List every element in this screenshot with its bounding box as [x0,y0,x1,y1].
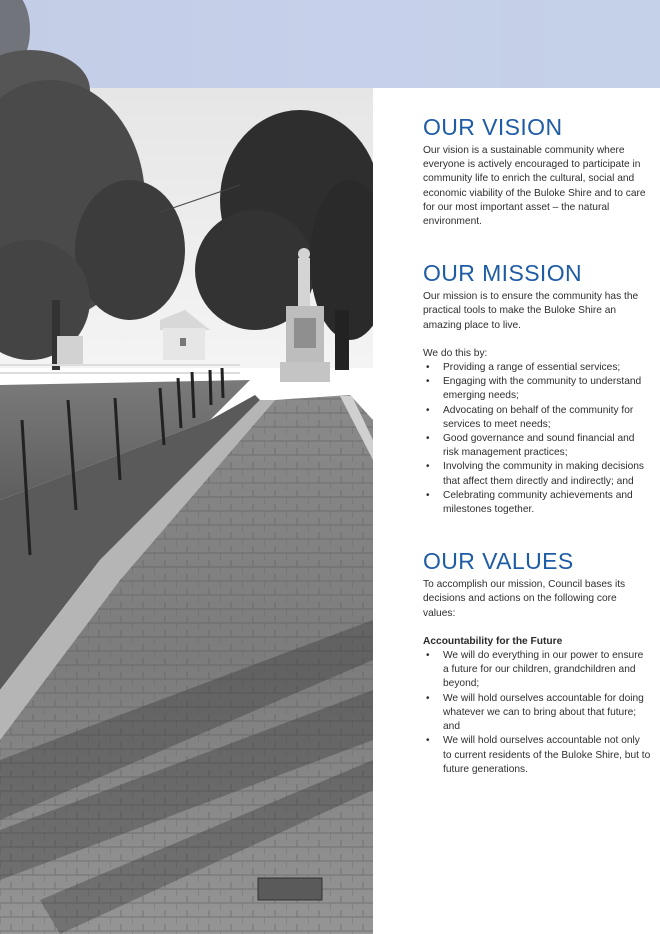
bullet-icon: • [426,692,430,704]
list-item: • Good governance and sound financial and risk management practices; [426,433,635,459]
values-subheading: Accountability for the Future [423,635,563,647]
values-text: To accomplish our mission, Council bases its decisions and actions on the following core values: [423,579,626,619]
bullet-icon: • [426,362,430,374]
mission-intro: We do this by: [423,347,488,359]
drain-grate [258,878,322,900]
values-bullet-list [423,649,651,777]
vision-text: Our vision is a sustainable community where everyone is actively encouraged to participate in community life to enrich the cultural, social and economic viability of the Buloke Shire and to care for our most important asset – the natural environment. [423,145,646,228]
list-item: • Engaging with the community to understand emerging needs; [426,376,642,402]
list-item: • We will hold ourselves accountable for doing whatever we can to bring about that future; and [426,692,644,733]
vision-section [423,113,651,229]
mission-section [423,259,651,517]
bullet-icon: • [426,461,430,473]
bullet-icon: • [426,650,430,662]
list-item: • Advocating on behalf of the community for services to meet needs; [426,404,634,430]
mission-bullet-list [423,361,651,517]
list-item: • Involving the community in making decisions that affect them directly and indirectly; and [426,461,645,487]
bullet-icon: • [426,735,430,747]
values-section [423,547,651,777]
list-item: • Celebrating community achievements and milestones together. [426,489,633,516]
list-item: • Providing a range of essential services; [423,361,651,375]
text-column [423,113,651,777]
list-item: • We will hold ourselves accountable not only to current residents of the Buloke Shire, but to future generations. [426,735,651,775]
values-heading: OUR VALUES [423,548,574,575]
bullet-icon: • [426,404,430,416]
mission-heading: OUR MISSION [423,260,583,287]
bullet-icon: • [426,489,430,501]
bullet-icon: • [426,376,430,388]
bullet-icon: • [426,433,430,445]
list-item: • We will do everything in our power to ensure a future for our children, grandchildren and beyond; [426,650,644,690]
mission-text: Our mission is to ensure the community has the practical tools to make the Buloke Shire an amazing place to live. [423,291,639,331]
vision-heading: OUR VISION [423,114,563,140]
